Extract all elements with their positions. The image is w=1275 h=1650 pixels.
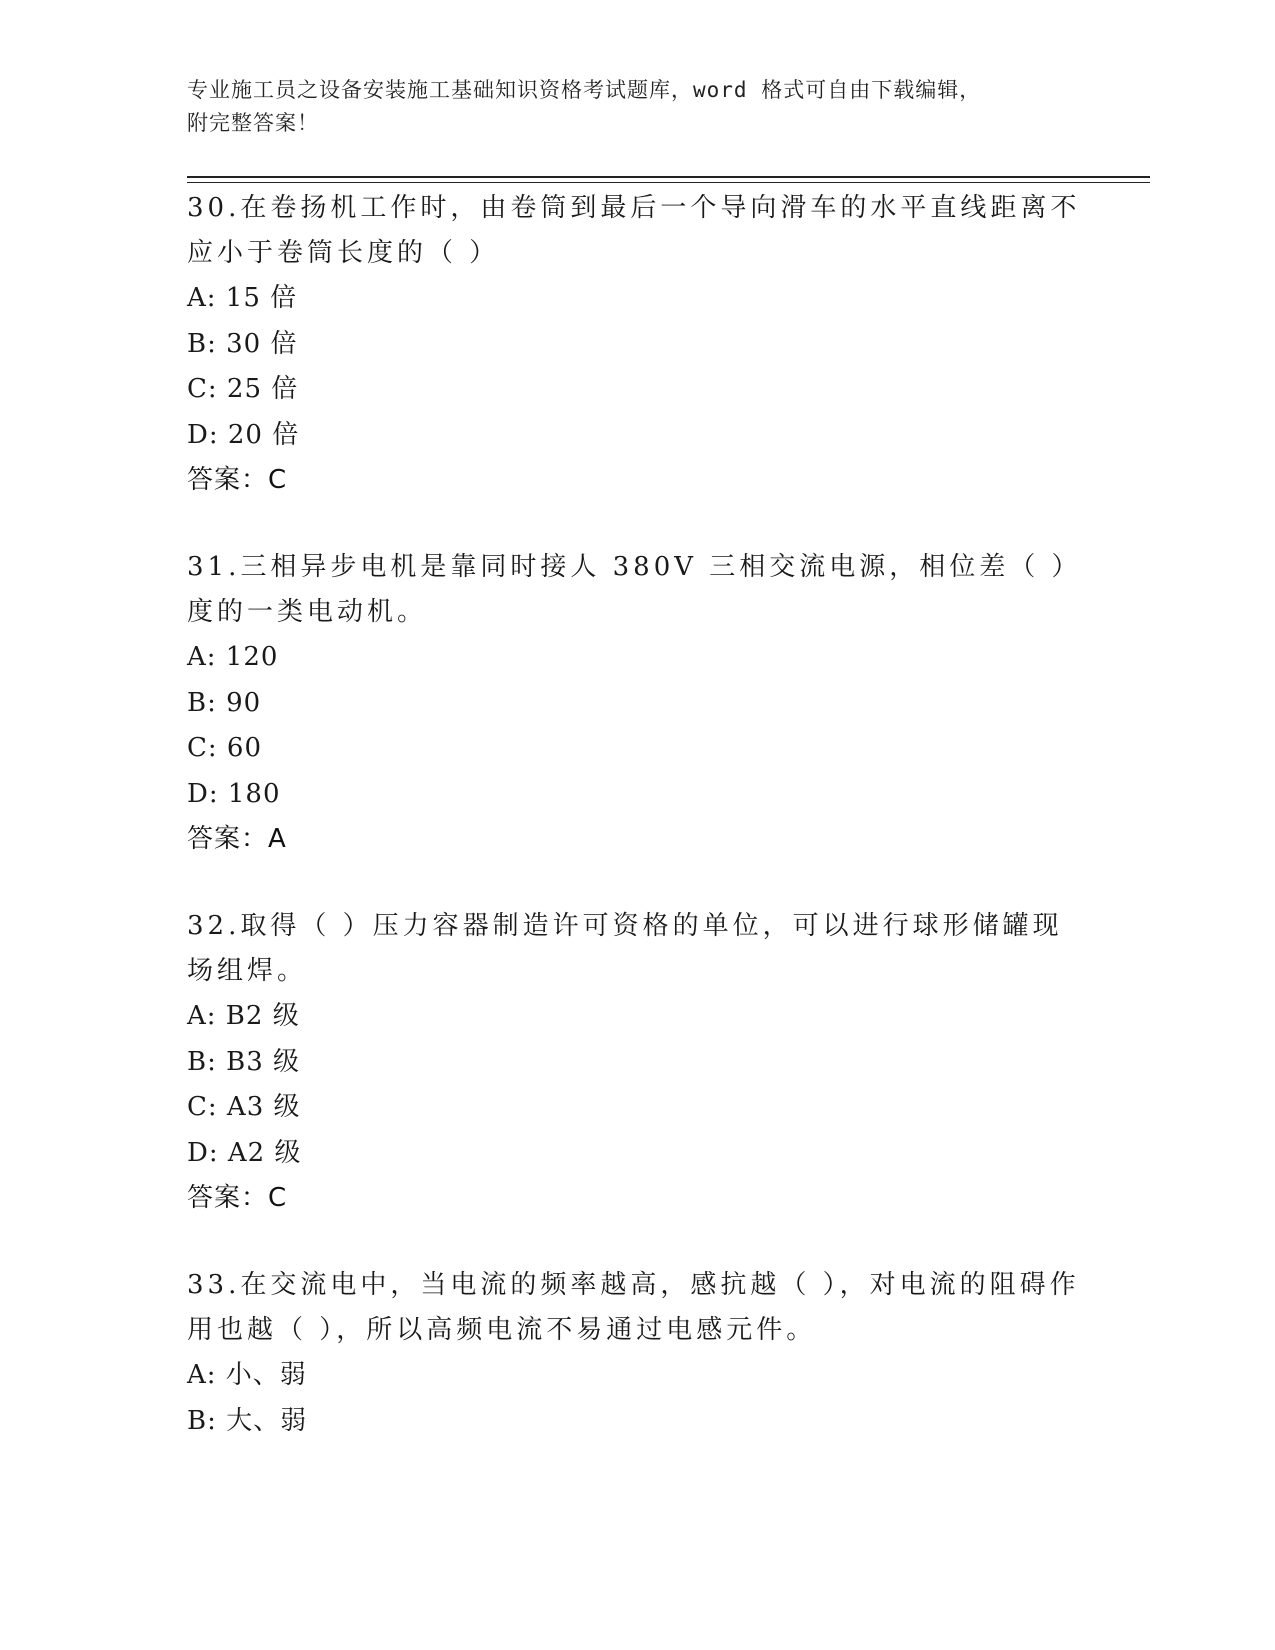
option-a: A: 15 倍 [187,283,298,313]
header-divider-thick [187,176,1150,178]
option-c: C: 25 倍 [187,374,299,404]
answer: 答案：A [187,824,287,854]
answer: 答案：C [187,465,288,495]
question-31 [187,545,1087,862]
header-line-2: 附完整答案！ [187,111,319,135]
answer: 答案：C [187,1183,288,1213]
document-header [187,74,1067,140]
option-a: A: 120 [187,642,279,672]
option-c: C: A3 级 [187,1092,301,1122]
option-b: B: B3 级 [187,1046,301,1077]
option-d: D: 20 倍 [187,419,300,450]
option-b: B: 30 倍 [187,328,298,359]
question-33 [187,1263,1087,1444]
option-d: D: 180 [187,778,281,809]
option-b: B: 90 [187,687,262,718]
option-d: D: A2 级 [187,1137,302,1168]
option-a: A: 小、弱 [187,1360,307,1390]
question-stem: 33.在交流电中，当电流的频率越高，感抗越（ ），对电流的阻碍作用也越（ ），所以高频电流不易通过电感元件。 [187,1270,1080,1345]
question-32 [187,904,1087,1221]
question-30 [187,186,1087,503]
header-divider-thin [187,182,1150,183]
header-line-1: 专业施工员之设备安装施工基础知识资格考试题库，word 格式可自由下载编辑， [187,78,982,102]
question-stem: 30.在卷扬机工作时，由卷筒到最后一个导向滑车的水平直线距离不应小于卷筒长度的（ ） [187,193,1081,268]
question-stem: 31.三相异步电机是靠同时接人 380V 三相交流电源，相位差（ ）度的一类电动机。 [187,552,1082,627]
question-stem: 32.取得（ ）压力容器制造许可资格的单位，可以进行球形储罐现场组焊。 [187,911,1063,986]
option-a: A: B2 级 [187,1001,300,1031]
option-b: B: 大、弱 [187,1405,308,1436]
option-c: C: 60 [187,733,263,763]
